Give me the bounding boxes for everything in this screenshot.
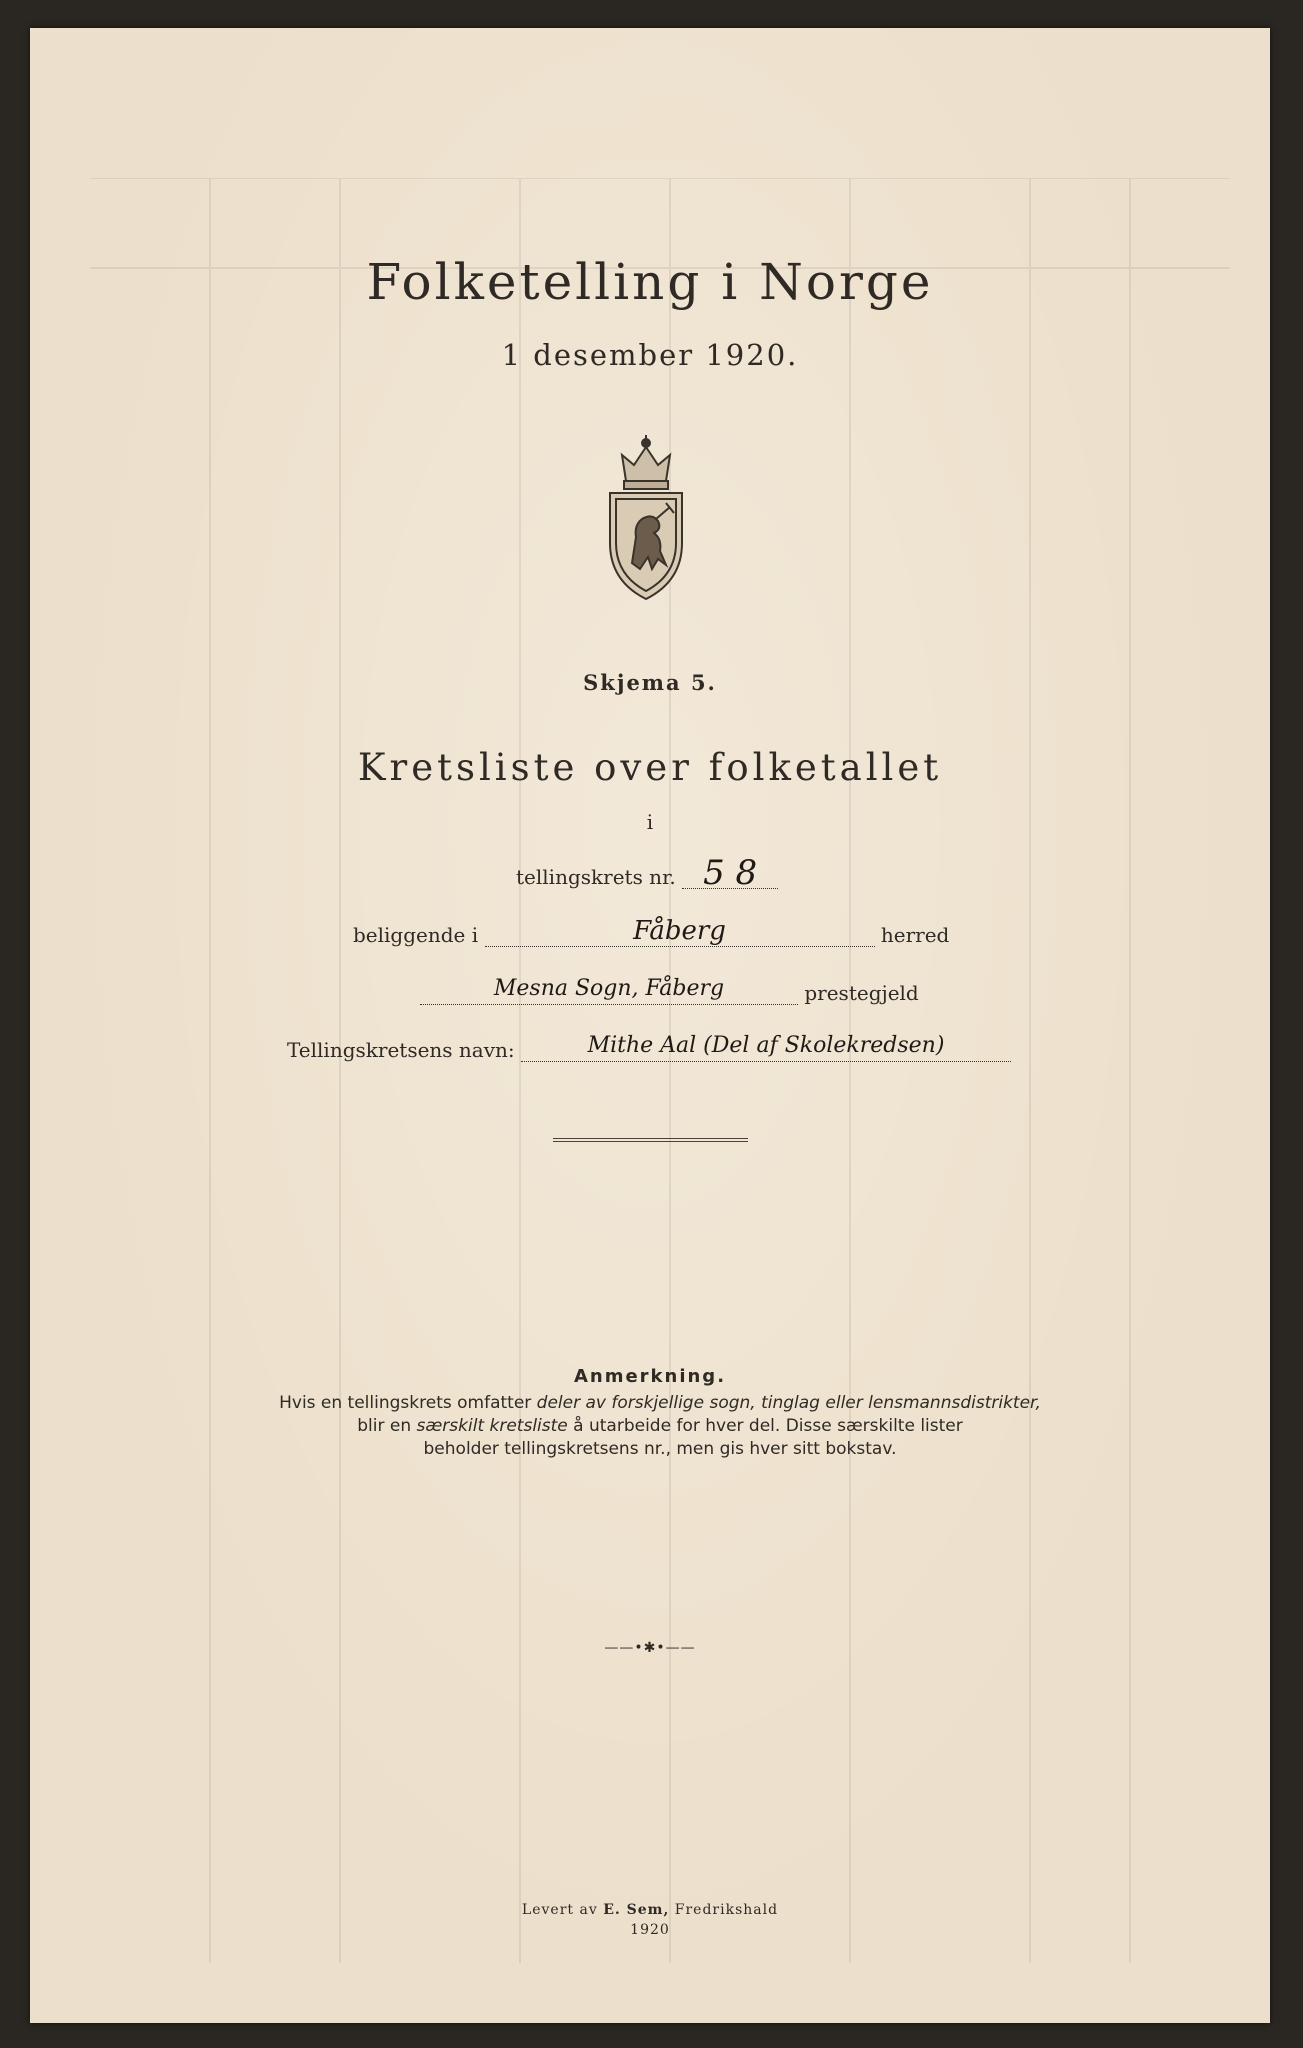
- printer-year: 1920: [630, 1922, 670, 1938]
- connector-word: i: [646, 810, 654, 834]
- krets-name-field[interactable]: Mithe Aal (Del af Skolekredsen): [521, 1031, 1011, 1062]
- krets-name-label: Tellingskretsens navn:: [287, 1038, 515, 1062]
- krets-number-field[interactable]: 5 8: [682, 858, 778, 889]
- prestegjeld-row: [420, 974, 919, 1005]
- herred-field[interactable]: Fåberg: [485, 916, 875, 947]
- divider-rule: [553, 1138, 748, 1142]
- ornament-divider: ——•✱•——: [604, 1640, 696, 1656]
- krets-name-row: [287, 1031, 1011, 1062]
- krets-number-label: tellingskrets nr.: [516, 865, 676, 889]
- herred-label: herred: [880, 923, 950, 947]
- norwegian-coat-of-arms-icon: [596, 433, 696, 603]
- note-text: [210, 1392, 1110, 1461]
- prestegjeld-label: prestegjeld: [804, 981, 919, 1005]
- schema-number: Skjema 5.: [583, 670, 717, 695]
- herred-row: [353, 916, 949, 947]
- note-heading: Anmerkning.: [573, 1366, 727, 1387]
- page-title: Folketelling i Norge: [366, 253, 934, 311]
- note-line-3: beholder tellingskretsens nr., men gis hver sitt bokstav.: [423, 1439, 897, 1459]
- printer-imprint: Levert av E. Sem, Fredrikshald 1920: [30, 1900, 1270, 1940]
- census-date: 1 desember 1920.: [501, 338, 799, 372]
- note-line-2: blir en særskilt kretsliste å utarbeide for hver del. Disse særskilte lister: [357, 1416, 963, 1436]
- form-heading: Kretsliste over folketallet: [357, 746, 943, 789]
- census-form-page: [30, 28, 1270, 2023]
- krets-number-row: [516, 853, 778, 893]
- prestegjeld-field[interactable]: Mesna Sogn, Fåberg: [420, 974, 798, 1005]
- note-line-1: Hvis en tellingskrets omfatter deler av forskjellige sogn, tinglag eller lensmannsdistrikter,: [279, 1393, 1041, 1413]
- beliggende-label: beliggende i: [353, 923, 479, 947]
